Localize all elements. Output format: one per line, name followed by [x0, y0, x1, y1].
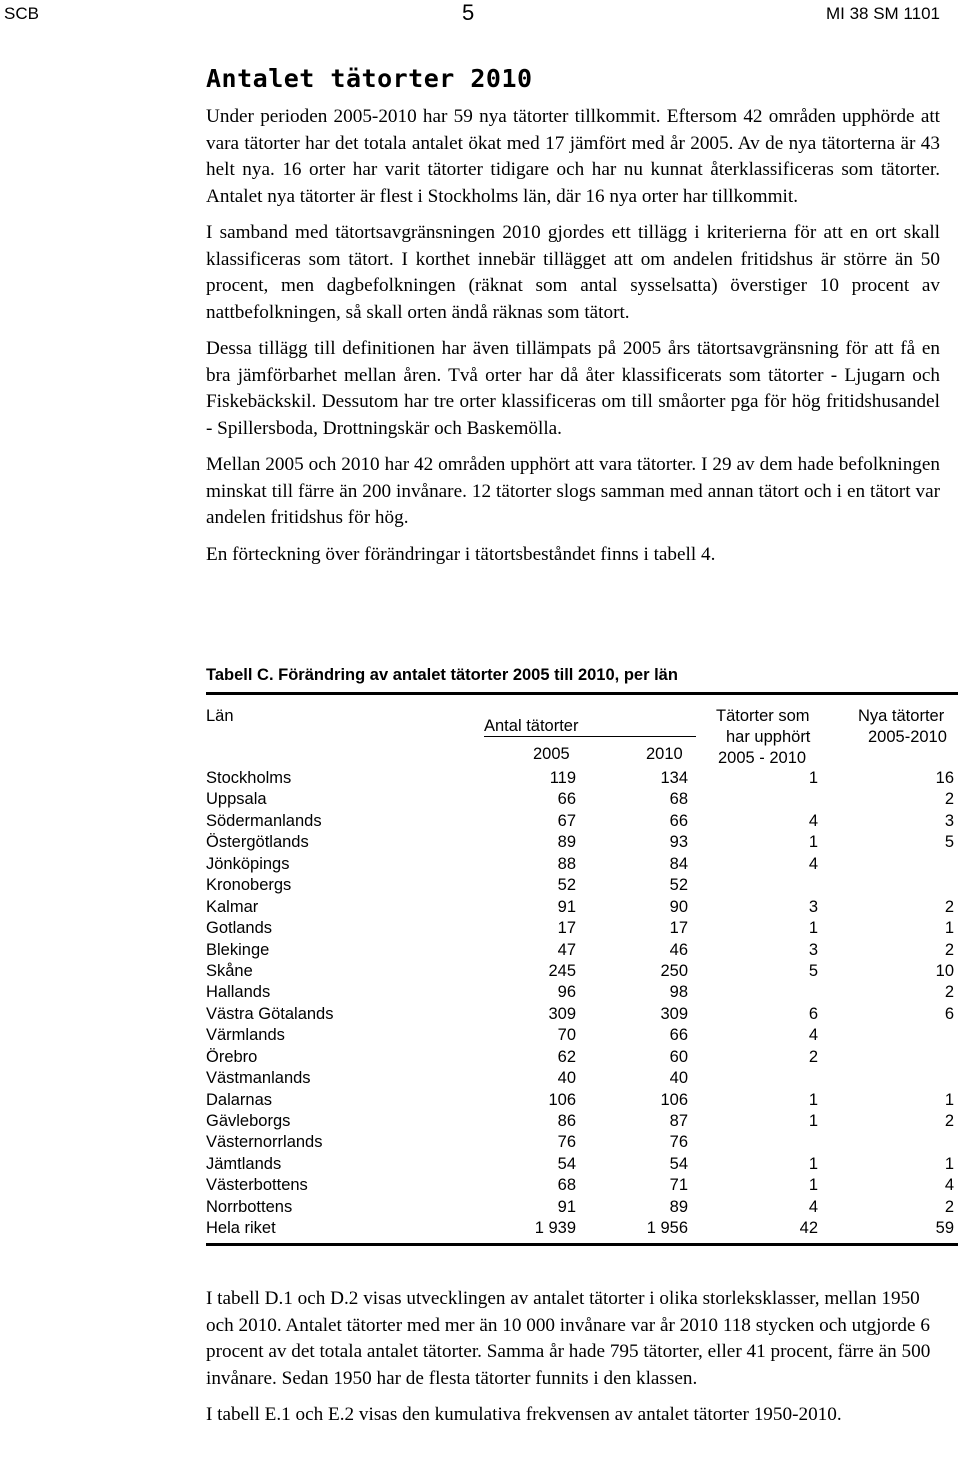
cell-upphort: 42 — [799, 1219, 818, 1238]
cell-2010: 98 — [669, 983, 688, 1002]
cell-2005: 47 — [557, 940, 576, 959]
table-row — [206, 832, 958, 853]
table-row — [206, 1047, 958, 1068]
cell-2005: 54 — [557, 1154, 576, 1173]
cell-nya: 3 — [944, 811, 954, 830]
cell-2010: 90 — [669, 897, 688, 916]
table-row — [206, 940, 958, 961]
cell-2010: 309 — [660, 1004, 688, 1023]
cell-upphort: 2 — [808, 1047, 818, 1066]
cell-lan: Kalmar — [206, 897, 259, 916]
page-header — [0, 0, 960, 40]
cell-nya: 5 — [944, 833, 954, 852]
cell-2005: 89 — [557, 833, 576, 852]
table-row — [206, 1154, 958, 1175]
cell-2005: 91 — [557, 1197, 576, 1216]
table-row — [206, 1111, 958, 1132]
table-top-rule — [206, 692, 958, 695]
header-upphort-1: Tätorter som — [716, 707, 810, 725]
cell-upphort: 4 — [808, 1197, 818, 1216]
table-row — [206, 768, 958, 789]
cell-nya: 2 — [944, 983, 954, 1002]
table-caption: Tabell C. Förändring av antalet tätorter 2005 till 2010, per län — [206, 666, 678, 684]
header-nya-1: Nya tätorter — [858, 707, 945, 725]
cell-lan: Västerbottens — [206, 1176, 308, 1195]
table-row — [206, 918, 958, 939]
header-upphort-3: 2005 - 2010 — [718, 749, 807, 767]
header-2005: 2005 — [533, 745, 570, 763]
table-row — [206, 1132, 958, 1153]
cell-2010: 106 — [660, 1090, 688, 1109]
table-row — [206, 1068, 958, 1089]
cell-2010: 71 — [669, 1176, 688, 1195]
table-row — [206, 1175, 958, 1196]
cell-nya: 6 — [944, 1004, 954, 1023]
cell-lan: Norrbottens — [206, 1197, 293, 1216]
cell-lan: Jämtlands — [206, 1154, 282, 1173]
cell-2005: 106 — [548, 1090, 576, 1109]
cell-2010: 60 — [669, 1047, 688, 1066]
cell-2005: 70 — [557, 1026, 576, 1045]
cell-lan: Uppsala — [206, 790, 267, 809]
header-2010: 2010 — [646, 745, 683, 763]
cell-lan: Östergötlands — [206, 833, 309, 852]
cell-2010: 52 — [669, 876, 688, 895]
cell-2010: 1 956 — [646, 1219, 688, 1238]
cell-lan: Blekinge — [206, 940, 270, 959]
cell-upphort: 1 — [808, 1090, 818, 1109]
cell-2010: 46 — [669, 940, 688, 959]
cell-2005: 119 — [549, 769, 576, 787]
cell-2005: 86 — [557, 1112, 576, 1130]
table-row-total — [206, 1218, 958, 1239]
header-series-code: MI 38 SM 1101 — [825, 4, 940, 23]
cell-nya: 2 — [944, 1112, 954, 1130]
cell-2005: 245 — [548, 961, 576, 980]
cell-2005: 66 — [557, 790, 576, 809]
cell-lan: Gotlands — [206, 919, 273, 938]
cell-nya: 10 — [935, 961, 954, 980]
cell-2005: 309 — [548, 1004, 576, 1023]
cell-nya: 2 — [944, 897, 954, 916]
cell-lan: Västernorrlands — [206, 1133, 323, 1152]
table-row — [206, 1090, 958, 1111]
cell-upphort: 1 — [808, 919, 818, 938]
paragraph: I tabell D.1 och D.2 visas utvecklingen av antalet tätorter i olika storleksklasser, mellan 1950 och 2010. Antalet tätorter med mer än 10 000 invånare var år 2010 118 stycken och utgjorde 6 procent av det totala antalet tätorter. Samma år hade 795 tätorter, eller 41 procent, färre än 500 invånare. Sedan 1950 har de flesta tätorter funnits i den klassen. — [206, 1288, 931, 1389]
cell-upphort: 1 — [808, 1112, 818, 1130]
table-row — [206, 875, 958, 896]
table-row — [206, 1004, 958, 1025]
cell-lan: Örebro — [206, 1047, 258, 1066]
cell-lan: Västmanlands — [206, 1069, 311, 1088]
header-lan: Län — [206, 707, 234, 725]
post-table-text — [206, 1286, 940, 1439]
table-bottom-rule — [206, 1243, 958, 1246]
cell-2005: 68 — [557, 1176, 576, 1195]
cell-lan: Hela riket — [206, 1219, 276, 1238]
table-row — [206, 789, 958, 810]
cell-2010: 84 — [669, 854, 688, 873]
cell-nya: 16 — [935, 769, 954, 787]
cell-2010: 66 — [669, 1026, 688, 1045]
cell-upphort: 4 — [808, 854, 818, 873]
cell-nya: 59 — [935, 1219, 954, 1238]
cell-lan: Västra Götalands — [206, 1004, 334, 1023]
cell-2005: 67 — [557, 811, 576, 830]
cell-lan: Gävleborgs — [206, 1112, 291, 1130]
cell-nya: 1 — [944, 1090, 954, 1109]
cell-2005: 1 939 — [534, 1219, 576, 1238]
cell-2010: 89 — [669, 1197, 688, 1216]
cell-lan: Hallands — [206, 983, 271, 1002]
header-nya-2: 2005-2010 — [868, 728, 947, 746]
paragraph: Mellan 2005 och 2010 har 42 områden upphört att vara tätorter. I 29 av dem hade befolkningen minskat till färre än 200 invånare. 12 tätorter slogs samman med annan tätort och i en tätort var andelen fritidshus för hög. — [206, 454, 940, 528]
cell-2010: 17 — [669, 919, 688, 938]
header-publisher: SCB — [4, 4, 39, 23]
cell-nya: 2 — [944, 790, 954, 809]
paragraph: Dessa tillägg till definitionen har även tillämpats på 2005 års tätortsavgränsning för att få en bra jämförbarhet mellan åren. Två orter har då åter klassificerats som tätorter - Ljugarn och Fiskebäckskil. Dessutom har tre orter klassificeras om till småorter pga för hög fritidshusandel - Spillersboda, Drottningskär och Baskemölla. — [206, 338, 940, 439]
cell-2010: 87 — [669, 1112, 688, 1130]
table-body — [206, 768, 958, 1240]
paragraph: Under perioden 2005-2010 har 59 nya tätorter tillkommit. Eftersom 42 områden upphörde att vara tätorter har det totala antalet ökat med 17 jämfört med år 2005. Av de nya tätorterna är 43 helt nya. 16 orter har varit tätorter tidigare och har nu kunnat återklassificeras som tätorter. Antalet nya tätorter är flest i Stockholms län, där 16 nya orter har tillkommit. — [206, 106, 940, 207]
cell-upphort: 4 — [808, 1026, 818, 1045]
table-row — [206, 961, 958, 982]
table-row — [206, 897, 958, 918]
section-title: Antalet tätorter 2010 — [206, 64, 533, 93]
cell-upphort: 3 — [808, 897, 818, 916]
cell-lan: Södermanlands — [206, 811, 322, 830]
header-antal: Antal tätorter — [484, 717, 579, 735]
page-number: 5 — [462, 0, 475, 25]
cell-upphort: 1 — [808, 1154, 818, 1173]
cell-2005: 88 — [557, 854, 576, 873]
cell-lan: Skåne — [206, 961, 253, 980]
cell-2010: 250 — [660, 961, 688, 980]
cell-2010: 68 — [669, 790, 688, 809]
cell-2005: 17 — [557, 919, 576, 938]
cell-2005: 62 — [557, 1047, 576, 1066]
cell-upphort: 4 — [808, 811, 818, 830]
header-antal-underline — [484, 736, 696, 737]
table-row — [206, 854, 958, 875]
paragraph: I tabell E.1 och E.2 visas den kumulativa frekvensen av antalet tätorter 1950-2010. — [206, 1404, 842, 1425]
cell-2005: 76 — [557, 1133, 576, 1152]
cell-2010: 76 — [669, 1133, 688, 1152]
cell-2005: 91 — [557, 897, 576, 916]
body-text — [206, 104, 940, 578]
cell-nya: 1 — [944, 919, 954, 938]
cell-lan: Jönköpings — [206, 854, 290, 873]
cell-upphort: 1 — [808, 1176, 818, 1195]
cell-2010: 66 — [669, 811, 688, 830]
cell-lan: Värmlands — [206, 1026, 285, 1045]
paragraph: I samband med tätortsavgränsningen 2010 gjordes ett tillägg i kriterierna för att en ort skall klassificeras som tätort. I korthet innebär tillägget att om andelen fritidshus är större än 50 procent, men dagbefolkningen (räknat som antal sysselsatta) överstiger 10 procent av nattbefolkningen, så skall orten ändå räknas som tätort. — [206, 222, 940, 323]
cell-lan: Kronobergs — [206, 876, 292, 895]
cell-nya: 2 — [944, 940, 954, 959]
table-row — [206, 811, 958, 832]
table-row — [206, 1025, 958, 1046]
cell-nya: 1 — [944, 1154, 954, 1173]
cell-2010: 134 — [660, 769, 688, 787]
cell-upphort: 1 — [808, 769, 818, 787]
table-row — [206, 982, 958, 1003]
cell-2005: 96 — [557, 983, 576, 1002]
cell-upphort: 6 — [808, 1004, 818, 1023]
cell-upphort: 1 — [808, 833, 818, 852]
cell-upphort: 3 — [808, 940, 818, 959]
header-upphort-2: har upphört — [726, 728, 811, 746]
paragraph: En förteckning över förändringar i tätortsbeståndet finns i tabell 4. — [206, 543, 716, 565]
table-row — [206, 1197, 958, 1218]
cell-2010: 40 — [669, 1069, 688, 1088]
cell-lan: Dalarnas — [206, 1090, 273, 1109]
cell-nya: 4 — [944, 1176, 954, 1195]
cell-2010: 54 — [669, 1154, 688, 1173]
cell-nya: 2 — [944, 1197, 954, 1216]
cell-2005: 52 — [557, 876, 576, 895]
cell-2005: 40 — [557, 1069, 576, 1088]
cell-upphort: 5 — [808, 961, 818, 980]
cell-2010: 93 — [669, 833, 688, 852]
cell-lan: Stockholms — [206, 769, 292, 787]
